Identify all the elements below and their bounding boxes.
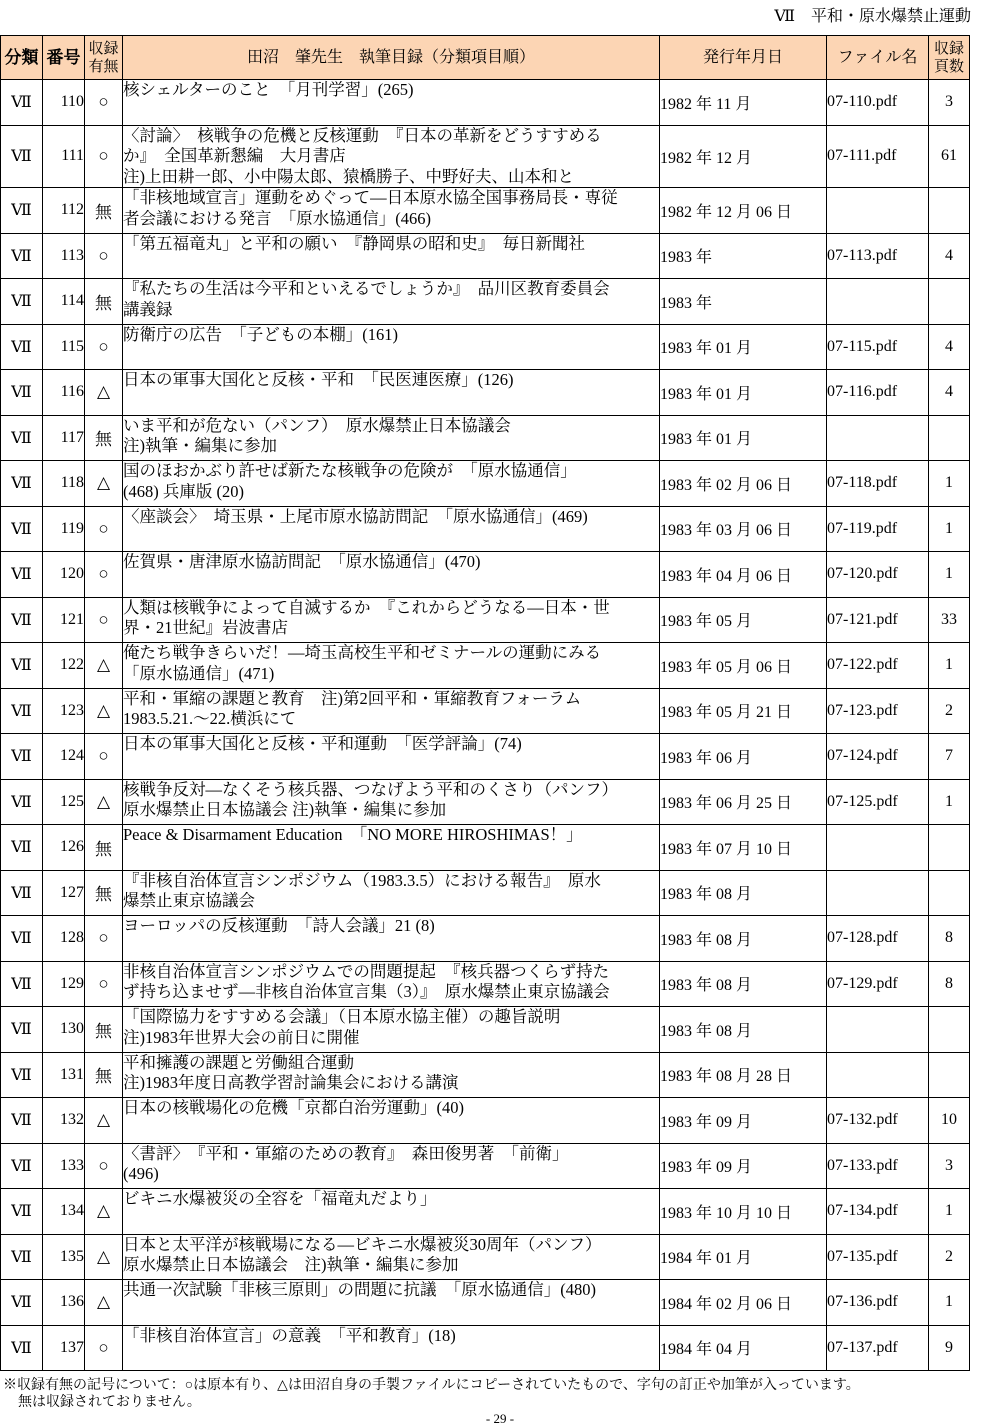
page-count bbox=[929, 1052, 970, 1098]
category-cell: Ⅶ bbox=[1, 825, 43, 871]
page-count: 33 bbox=[929, 597, 970, 643]
category-cell: Ⅶ bbox=[1, 324, 43, 370]
category-cell: Ⅶ bbox=[1, 461, 43, 507]
file-name: 07-133.pdf bbox=[827, 1143, 929, 1189]
publication-date: 1983 年 bbox=[660, 233, 827, 279]
file-name: 07-135.pdf bbox=[827, 1234, 929, 1280]
publication-date: 1982 年 12 月 06 日 bbox=[660, 188, 827, 234]
table-row bbox=[1, 597, 970, 643]
page-count bbox=[929, 825, 970, 871]
included-mark: △ bbox=[85, 688, 123, 734]
entry-title: 平和・軍縮の課題と教育 注)第2回平和・軍縮教育フォーラム 1983.5.21.～22.横浜にて bbox=[123, 688, 660, 734]
number-cell: 134 bbox=[43, 1189, 85, 1235]
entry-title: 日本と太平洋が核戦場になる―ビキニ水爆被災30周年（パンフ） 原水爆禁止日本協議会 注)執筆・編集に参加 bbox=[123, 1234, 660, 1280]
category-cell: Ⅶ bbox=[1, 506, 43, 552]
table-row bbox=[1, 1143, 970, 1189]
number-cell: 135 bbox=[43, 1234, 85, 1280]
file-name: 07-128.pdf bbox=[827, 916, 929, 962]
entry-title: 日本の軍事大国化と反核・平和 「民医連医療」(126) bbox=[123, 370, 660, 416]
included-mark: △ bbox=[85, 1280, 123, 1326]
category-cell: Ⅶ bbox=[1, 552, 43, 598]
number-cell: 132 bbox=[43, 1098, 85, 1144]
page-count bbox=[929, 279, 970, 325]
category-cell: Ⅶ bbox=[1, 1052, 43, 1098]
page-count: 10 bbox=[929, 1098, 970, 1144]
number-cell: 115 bbox=[43, 324, 85, 370]
table-row bbox=[1, 506, 970, 552]
page-count bbox=[929, 188, 970, 234]
publication-date: 1983 年 08 月 bbox=[660, 870, 827, 916]
file-name bbox=[827, 1052, 929, 1098]
category-cell: Ⅶ bbox=[1, 734, 43, 780]
entry-title: 共通一次試験「非核三原則」の問題に抗議 「原水協通信」(480) bbox=[123, 1280, 660, 1326]
publication-date: 1983 年 05 月 bbox=[660, 597, 827, 643]
number-cell: 123 bbox=[43, 688, 85, 734]
table-body bbox=[1, 80, 970, 1371]
included-mark: △ bbox=[85, 779, 123, 825]
table-row bbox=[1, 961, 970, 1007]
number-cell: 127 bbox=[43, 870, 85, 916]
page-count bbox=[929, 870, 970, 916]
table-row bbox=[1, 80, 970, 126]
footnote-line-2: 無は収録されておりません。 bbox=[18, 1395, 201, 1410]
header-included: 収録 有無 bbox=[85, 36, 123, 80]
entry-title: 『私たちの生活は今平和といえるでしょうか』 品川区教育委員会 講義録 bbox=[123, 279, 660, 325]
table-row bbox=[1, 1280, 970, 1326]
included-mark: 無 bbox=[85, 870, 123, 916]
category-cell: Ⅶ bbox=[1, 916, 43, 962]
page-count: 1 bbox=[929, 552, 970, 598]
table-row bbox=[1, 1234, 970, 1280]
number-cell: 114 bbox=[43, 279, 85, 325]
publication-date: 1983 年 05 月 21 日 bbox=[660, 688, 827, 734]
file-name: 07-120.pdf bbox=[827, 552, 929, 598]
table-row bbox=[1, 461, 970, 507]
entry-title: いま平和が危ない（パンフ） 原水爆禁止日本協議会 注)執筆・編集に参加 bbox=[123, 415, 660, 461]
file-name: 07-129.pdf bbox=[827, 961, 929, 1007]
included-mark: ○ bbox=[85, 597, 123, 643]
file-name bbox=[827, 415, 929, 461]
entry-title: Peace & Disarmament Education 「NO MORE HIROSHIMAS！」 bbox=[123, 825, 660, 871]
publication-date: 1983 年 05 月 06 日 bbox=[660, 643, 827, 689]
publication-date: 1983 年 07 月 10 日 bbox=[660, 825, 827, 871]
category-cell: Ⅶ bbox=[1, 1098, 43, 1144]
page-count: 8 bbox=[929, 916, 970, 962]
file-name bbox=[827, 188, 929, 234]
included-mark: ○ bbox=[85, 1143, 123, 1189]
table-row bbox=[1, 324, 970, 370]
included-mark: △ bbox=[85, 1234, 123, 1280]
table-row bbox=[1, 1189, 970, 1235]
page-count: 1 bbox=[929, 779, 970, 825]
number-cell: 129 bbox=[43, 961, 85, 1007]
page-count: 4 bbox=[929, 370, 970, 416]
category-cell: Ⅶ bbox=[1, 597, 43, 643]
number-cell: 113 bbox=[43, 233, 85, 279]
table-row bbox=[1, 688, 970, 734]
entry-title: 平和擁護の課題と労働組合運動 注)1983年度日高教学習討論集会における講演 bbox=[123, 1052, 660, 1098]
table-row bbox=[1, 370, 970, 416]
file-name: 07-124.pdf bbox=[827, 734, 929, 780]
number-cell: 110 bbox=[43, 80, 85, 126]
page-count: 9 bbox=[929, 1325, 970, 1371]
page-count: 4 bbox=[929, 233, 970, 279]
category-cell: Ⅶ bbox=[1, 80, 43, 126]
publication-date: 1983 年 09 月 bbox=[660, 1143, 827, 1189]
table-row bbox=[1, 188, 970, 234]
publication-date: 1982 年 12 月 bbox=[660, 125, 827, 188]
entry-title: 非核自治体宣言シンポジウムでの問題提起 『核兵器つくらず持た ず持ち込ませず―非核自治体宣言集（3）』 原水爆禁止東京協議会 bbox=[123, 961, 660, 1007]
file-name: 07-116.pdf bbox=[827, 370, 929, 416]
number-cell: 128 bbox=[43, 916, 85, 962]
table-row bbox=[1, 125, 970, 188]
table-row bbox=[1, 779, 970, 825]
number-cell: 133 bbox=[43, 1143, 85, 1189]
page-count: 2 bbox=[929, 1234, 970, 1280]
included-mark: ○ bbox=[85, 734, 123, 780]
included-mark: 無 bbox=[85, 1007, 123, 1053]
publication-date: 1984 年 04 月 bbox=[660, 1325, 827, 1371]
number-cell: 131 bbox=[43, 1052, 85, 1098]
category-cell: Ⅶ bbox=[1, 870, 43, 916]
included-mark: 無 bbox=[85, 279, 123, 325]
table-row bbox=[1, 870, 970, 916]
header-date: 発行年月日 bbox=[660, 36, 827, 80]
file-name bbox=[827, 279, 929, 325]
category-cell: Ⅶ bbox=[1, 125, 43, 188]
publication-date: 1983 年 06 月 bbox=[660, 734, 827, 780]
table-row bbox=[1, 825, 970, 871]
entry-title: 佐賀県・唐津原水協訪問記 「原水協通信」(470) bbox=[123, 552, 660, 598]
included-mark: ○ bbox=[85, 916, 123, 962]
publication-date: 1983 年 08 月 28 日 bbox=[660, 1052, 827, 1098]
category-cell: Ⅶ bbox=[1, 688, 43, 734]
number-cell: 116 bbox=[43, 370, 85, 416]
entry-title: 日本の核戦場化の危機「京都白治労運動」(40) bbox=[123, 1098, 660, 1144]
entry-title: 人類は核戦争によって自滅するか 『これからどうなる―日本・世 界・21世紀』岩波書店 bbox=[123, 597, 660, 643]
entry-title: 日本の軍事大国化と反核・平和運動 「医学評論」(74) bbox=[123, 734, 660, 780]
table-row bbox=[1, 552, 970, 598]
file-name: 07-119.pdf bbox=[827, 506, 929, 552]
entry-title: ヨーロッパの反核運動 「詩人会議」21 (8) bbox=[123, 916, 660, 962]
table-row bbox=[1, 415, 970, 461]
entry-title: ビキニ水爆被災の全容を「福竜丸だより」 bbox=[123, 1189, 660, 1235]
header-number: 番号 bbox=[43, 36, 85, 80]
page-count: 8 bbox=[929, 961, 970, 1007]
file-name bbox=[827, 870, 929, 916]
category-cell: Ⅶ bbox=[1, 188, 43, 234]
included-mark: △ bbox=[85, 370, 123, 416]
publication-date: 1983 年 01 月 bbox=[660, 324, 827, 370]
header-pages: 収録 頁数 bbox=[929, 36, 970, 80]
page-count: 3 bbox=[929, 1143, 970, 1189]
page-count bbox=[929, 1007, 970, 1053]
file-name: 07-122.pdf bbox=[827, 643, 929, 689]
included-mark: 無 bbox=[85, 825, 123, 871]
entry-title: 〈座談会〉 埼玉県・上尾市原水協訪問記 「原水協通信」(469) bbox=[123, 506, 660, 552]
number-cell: 117 bbox=[43, 415, 85, 461]
table-row bbox=[1, 233, 970, 279]
page-count: 1 bbox=[929, 1189, 970, 1235]
header-title: 田沼 肇先生 執筆目録（分類項目順） bbox=[123, 36, 660, 80]
file-name: 07-125.pdf bbox=[827, 779, 929, 825]
file-name bbox=[827, 825, 929, 871]
category-cell: Ⅶ bbox=[1, 779, 43, 825]
publication-date: 1983 年 bbox=[660, 279, 827, 325]
file-name: 07-111.pdf bbox=[827, 125, 929, 188]
page-count: 1 bbox=[929, 461, 970, 507]
publication-date: 1984 年 02 月 06 日 bbox=[660, 1280, 827, 1326]
number-cell: 125 bbox=[43, 779, 85, 825]
number-cell: 120 bbox=[43, 552, 85, 598]
file-name: 07-137.pdf bbox=[827, 1325, 929, 1371]
included-mark: ○ bbox=[85, 552, 123, 598]
page-count: 1 bbox=[929, 643, 970, 689]
publication-date: 1983 年 08 月 bbox=[660, 1007, 827, 1053]
entry-title: 核戦争反対―なくそう核兵器、つなげよう平和のくさり（パンフ） 原水爆禁止日本協議会 注)執筆・編集に参加 bbox=[123, 779, 660, 825]
entry-title: 核シェルターのこと 「月刊学習」(265) bbox=[123, 80, 660, 126]
number-cell: 124 bbox=[43, 734, 85, 780]
table-row bbox=[1, 1098, 970, 1144]
section-title: Ⅶ 平和・原水爆禁止運動 bbox=[774, 8, 971, 25]
table-header bbox=[1, 36, 970, 80]
file-name: 07-121.pdf bbox=[827, 597, 929, 643]
entry-title: 「第五福竜丸」と平和の願い 『静岡県の昭和史』 毎日新聞社 bbox=[123, 233, 660, 279]
file-name: 07-123.pdf bbox=[827, 688, 929, 734]
included-mark: △ bbox=[85, 461, 123, 507]
page-count: 7 bbox=[929, 734, 970, 780]
category-cell: Ⅶ bbox=[1, 233, 43, 279]
entry-title: 俺たち戦争きらいだ！―埼玉高校生平和ゼミナールの運動にみる 「原水協通信」(471) bbox=[123, 643, 660, 689]
table-row bbox=[1, 1007, 970, 1053]
number-cell: 111 bbox=[43, 125, 85, 188]
entry-title: 「非核地域宣言」運動をめぐって―日本原水協全国事務局長・専従 者会議における発言 「原水協通信」(466) bbox=[123, 188, 660, 234]
included-mark: △ bbox=[85, 1189, 123, 1235]
publication-date: 1984 年 01 月 bbox=[660, 1234, 827, 1280]
catalog-table bbox=[0, 35, 970, 1371]
table-row bbox=[1, 643, 970, 689]
category-cell: Ⅶ bbox=[1, 279, 43, 325]
file-name: 07-136.pdf bbox=[827, 1280, 929, 1326]
entry-title: 〈書評〉 『平和・軍縮のための教育』 森田俊男著 「前衛」 (496) bbox=[123, 1143, 660, 1189]
included-mark: ○ bbox=[85, 233, 123, 279]
header-file: ファイル名 bbox=[827, 36, 929, 80]
entry-title: 国のほおかぶり許せば新たな核戦争の危険が 「原水協通信」 (468) 兵庫版 (20) bbox=[123, 461, 660, 507]
included-mark: 無 bbox=[85, 415, 123, 461]
table-row bbox=[1, 916, 970, 962]
category-cell: Ⅶ bbox=[1, 370, 43, 416]
footnote bbox=[3, 1377, 860, 1411]
file-name: 07-118.pdf bbox=[827, 461, 929, 507]
included-mark: ○ bbox=[85, 506, 123, 552]
entry-title: 『非核自治体宣言シンポジウム（1983.3.5）における報告』 原水 爆禁止東京協議会 bbox=[123, 870, 660, 916]
publication-date: 1983 年 01 月 bbox=[660, 370, 827, 416]
number-cell: 112 bbox=[43, 188, 85, 234]
entry-title: 〈討論〉 核戦争の危機と反核運動 『日本の革新をどうすすめる か』 全国革新懇編 大月書店 注)上田耕一郎、小中陽太郎、猿橋勝子、中野好夫、山本和と bbox=[123, 125, 660, 188]
file-name: 07-134.pdf bbox=[827, 1189, 929, 1235]
publication-date: 1983 年 09 月 bbox=[660, 1098, 827, 1144]
publication-date: 1983 年 03 月 06 日 bbox=[660, 506, 827, 552]
page-count bbox=[929, 415, 970, 461]
included-mark: 無 bbox=[85, 188, 123, 234]
category-cell: Ⅶ bbox=[1, 1143, 43, 1189]
page-number: - 29 - bbox=[485, 1411, 515, 1426]
page-count: 2 bbox=[929, 688, 970, 734]
file-name bbox=[827, 1007, 929, 1053]
number-cell: 137 bbox=[43, 1325, 85, 1371]
included-mark: △ bbox=[85, 643, 123, 689]
included-mark: ○ bbox=[85, 80, 123, 126]
number-cell: 126 bbox=[43, 825, 85, 871]
table-row bbox=[1, 1052, 970, 1098]
category-cell: Ⅶ bbox=[1, 1234, 43, 1280]
publication-date: 1983 年 04 月 06 日 bbox=[660, 552, 827, 598]
number-cell: 130 bbox=[43, 1007, 85, 1053]
entry-title: 「非核自治体宣言」の意義 「平和教育」(18) bbox=[123, 1325, 660, 1371]
page-count: 1 bbox=[929, 1280, 970, 1326]
page-count: 4 bbox=[929, 324, 970, 370]
page-count: 61 bbox=[929, 125, 970, 188]
page-count: 1 bbox=[929, 506, 970, 552]
publication-date: 1983 年 08 月 bbox=[660, 961, 827, 1007]
publication-date: 1983 年 01 月 bbox=[660, 415, 827, 461]
publication-date: 1983 年 06 月 25 日 bbox=[660, 779, 827, 825]
number-cell: 118 bbox=[43, 461, 85, 507]
number-cell: 122 bbox=[43, 643, 85, 689]
category-cell: Ⅶ bbox=[1, 1325, 43, 1371]
publication-date: 1983 年 02 月 06 日 bbox=[660, 461, 827, 507]
included-mark: ○ bbox=[85, 324, 123, 370]
included-mark: ○ bbox=[85, 125, 123, 188]
file-name: 07-115.pdf bbox=[827, 324, 929, 370]
included-mark: 無 bbox=[85, 1052, 123, 1098]
category-cell: Ⅶ bbox=[1, 415, 43, 461]
file-name: 07-110.pdf bbox=[827, 80, 929, 126]
table-row bbox=[1, 1325, 970, 1371]
table-row bbox=[1, 734, 970, 780]
category-cell: Ⅶ bbox=[1, 1280, 43, 1326]
category-cell: Ⅶ bbox=[1, 961, 43, 1007]
table-row bbox=[1, 279, 970, 325]
publication-date: 1983 年 08 月 bbox=[660, 916, 827, 962]
footnote-line-1: ※収録有無の記号について：○は原本有り、△は田沼自身の手製ファイルにコピーされていたもので、字句の訂正や加筆が入っています。 bbox=[3, 1378, 860, 1393]
file-name: 07-113.pdf bbox=[827, 233, 929, 279]
number-cell: 136 bbox=[43, 1280, 85, 1326]
included-mark: ○ bbox=[85, 1325, 123, 1371]
number-cell: 119 bbox=[43, 506, 85, 552]
number-cell: 121 bbox=[43, 597, 85, 643]
entry-title: 「国際協力をすすめる会議」（日本原水協主催）の趣旨説明 注)1983年世界大会の前日に開催 bbox=[123, 1007, 660, 1053]
header-row bbox=[1, 36, 970, 80]
file-name: 07-132.pdf bbox=[827, 1098, 929, 1144]
included-mark: △ bbox=[85, 1098, 123, 1144]
header-category: 分類 bbox=[1, 36, 43, 80]
publication-date: 1982 年 11 月 bbox=[660, 80, 827, 126]
category-cell: Ⅶ bbox=[1, 1007, 43, 1053]
included-mark: ○ bbox=[85, 961, 123, 1007]
entry-title: 防衛庁の広告 「子どもの本棚」(161) bbox=[123, 324, 660, 370]
page-count: 3 bbox=[929, 80, 970, 126]
category-cell: Ⅶ bbox=[1, 643, 43, 689]
publication-date: 1983 年 10 月 10 日 bbox=[660, 1189, 827, 1235]
category-cell: Ⅶ bbox=[1, 1189, 43, 1235]
